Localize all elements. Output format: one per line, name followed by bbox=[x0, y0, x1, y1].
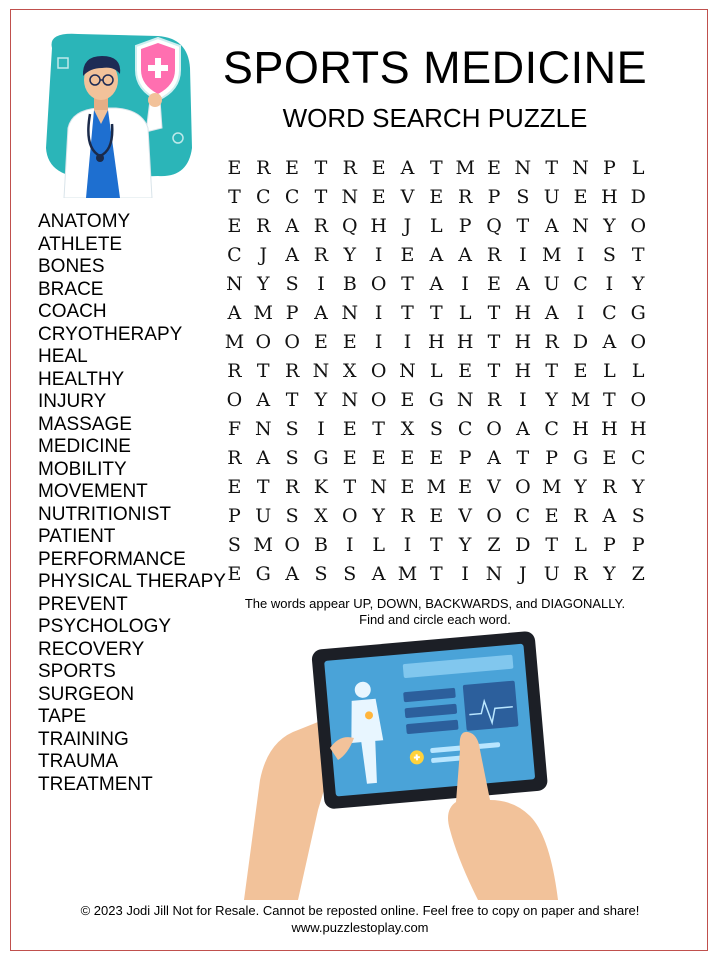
grid-letter[interactable]: I bbox=[461, 273, 469, 295]
instructions bbox=[200, 596, 670, 628]
grid-letter[interactable]: R bbox=[256, 215, 271, 237]
grid-letter[interactable]: G bbox=[255, 563, 271, 585]
grid-letter[interactable]: T bbox=[545, 534, 559, 556]
grid-letter[interactable]: E bbox=[458, 360, 473, 382]
grid-letter[interactable]: O bbox=[370, 389, 387, 411]
page-subtitle: WORD SEARCH PUZZLE bbox=[282, 103, 588, 133]
grid-letter[interactable]: P bbox=[458, 215, 472, 237]
word-list-item: INJURY bbox=[38, 391, 107, 412]
grid-letter[interactable]: T bbox=[516, 215, 530, 237]
grid-letter[interactable]: S bbox=[285, 273, 299, 295]
grid-letter[interactable]: E bbox=[314, 331, 328, 353]
grid-letter[interactable]: J bbox=[403, 215, 412, 237]
grid-letter[interactable]: A bbox=[371, 563, 386, 585]
grid-letter[interactable]: O bbox=[255, 331, 272, 353]
grid-letter[interactable]: H bbox=[601, 186, 618, 208]
grid-letter[interactable]: N bbox=[456, 389, 474, 411]
grid-letter[interactable]: A bbox=[544, 302, 559, 324]
grid-letter[interactable]: E bbox=[285, 157, 300, 179]
grid-letter[interactable]: A bbox=[227, 302, 242, 324]
grid-letter[interactable]: R bbox=[342, 157, 357, 179]
grid-letter[interactable]: R bbox=[486, 244, 502, 266]
grid-letter[interactable]: A bbox=[515, 418, 530, 440]
grid-letter[interactable]: T bbox=[429, 157, 443, 179]
grid-letter[interactable]: O bbox=[284, 331, 300, 353]
grid-letter[interactable]: S bbox=[285, 447, 299, 469]
hands-holding-tablet-icon bbox=[238, 630, 578, 900]
word-list-item: MEDICINE bbox=[38, 436, 131, 457]
grid-letter[interactable]: H bbox=[456, 331, 474, 353]
grid-letter[interactable]: V bbox=[458, 505, 473, 527]
grid-letter[interactable]: T bbox=[343, 476, 357, 498]
grid-letter[interactable]: E bbox=[227, 476, 242, 498]
word-list-item: MASSAGE bbox=[38, 413, 132, 435]
grid-letter[interactable]: H bbox=[514, 302, 532, 324]
grid-letter[interactable]: Y bbox=[631, 273, 645, 295]
grid-letter[interactable]: E bbox=[400, 389, 415, 411]
grid-letter[interactable]: N bbox=[370, 476, 387, 498]
word-list-item: PATIENT bbox=[38, 526, 116, 547]
grid-letter[interactable]: E bbox=[342, 331, 357, 353]
grid-letter[interactable]: M bbox=[397, 563, 418, 585]
grid-letter[interactable]: R bbox=[602, 476, 617, 498]
grid-letter[interactable]: A bbox=[285, 215, 299, 237]
grid-letter[interactable]: E bbox=[400, 476, 415, 498]
word-list-item: BRACE bbox=[38, 278, 104, 300]
grid-letter[interactable]: V bbox=[400, 186, 415, 208]
grid-letter[interactable]: E bbox=[458, 476, 473, 498]
grid-letter[interactable]: O bbox=[486, 505, 502, 527]
grid-letter[interactable]: R bbox=[458, 186, 473, 208]
grid-letter[interactable]: G bbox=[428, 389, 444, 411]
grid-letter[interactable]: T bbox=[314, 186, 328, 208]
grid-letter[interactable]: R bbox=[573, 505, 588, 527]
grid-letter[interactable]: A bbox=[285, 244, 299, 266]
grid-letter[interactable]: E bbox=[371, 447, 386, 469]
instructions-line: The words appear UP, DOWN, BACKWARDS, and DIAGONALLY. bbox=[244, 596, 626, 611]
grid-letter[interactable]: S bbox=[314, 563, 328, 585]
grid-letter[interactable]: G bbox=[572, 447, 589, 469]
grid-letter[interactable]: A bbox=[602, 505, 617, 527]
word-list-item: BONES bbox=[38, 256, 105, 277]
grid-letter[interactable]: G bbox=[313, 447, 329, 469]
grid-letter[interactable]: R bbox=[227, 447, 242, 469]
website-link[interactable]: www.puzzlestoplay.com bbox=[291, 920, 429, 935]
grid-letter[interactable]: T bbox=[285, 389, 299, 411]
word-list-item: SPORTS bbox=[38, 661, 116, 682]
grid-letter[interactable]: C bbox=[457, 418, 473, 440]
grid-letter[interactable]: T bbox=[603, 389, 616, 411]
grid-letter[interactable]: O bbox=[630, 331, 647, 353]
grid-letter[interactable]: E bbox=[400, 447, 415, 469]
grid-letter[interactable]: A bbox=[256, 389, 271, 411]
grid-letter[interactable]: R bbox=[284, 476, 300, 498]
grid-letter[interactable]: I bbox=[403, 534, 412, 556]
grid-letter[interactable]: O bbox=[370, 273, 387, 295]
grid-letter[interactable]: R bbox=[284, 360, 300, 382]
grid-letter[interactable]: I bbox=[374, 302, 383, 324]
grid-letter[interactable]: R bbox=[544, 331, 559, 353]
grid-letter[interactable]: A bbox=[285, 563, 299, 585]
word-list-item: TREATMENT bbox=[38, 773, 153, 795]
grid-letter[interactable]: P bbox=[487, 186, 501, 208]
grid-letter[interactable]: E bbox=[400, 244, 415, 266]
grid-letter[interactable]: O bbox=[515, 476, 531, 498]
grid-letter[interactable]: S bbox=[343, 563, 357, 585]
grid-letter[interactable]: I bbox=[374, 331, 383, 353]
copyright-text: © 2023 Jodi Jill Not for Resale. Cannot be reposted online. Feel free to copy on paper and share! bbox=[80, 903, 640, 918]
grid-letter[interactable]: S bbox=[602, 244, 616, 266]
grid-letter[interactable]: P bbox=[458, 447, 472, 469]
grid-letter[interactable]: A bbox=[515, 273, 530, 295]
grid-letter[interactable]: E bbox=[429, 505, 444, 527]
grid-letter[interactable]: P bbox=[285, 302, 299, 324]
grid-letter[interactable]: O bbox=[630, 389, 647, 411]
grid-letter[interactable]: O bbox=[342, 505, 358, 527]
grid-letter[interactable]: G bbox=[630, 302, 646, 324]
grid-letter[interactable]: M bbox=[541, 476, 562, 498]
grid-letter[interactable]: T bbox=[631, 244, 645, 266]
grid-letter[interactable]: E bbox=[429, 447, 444, 469]
word-list-item: PHYSICAL THERAPY bbox=[38, 571, 226, 592]
grid-letter[interactable]: Z bbox=[631, 563, 645, 585]
grid-letter[interactable]: L bbox=[631, 157, 645, 179]
grid-letter[interactable]: A bbox=[602, 331, 617, 353]
grid-letter[interactable]: M bbox=[455, 157, 475, 179]
grid-letter[interactable]: R bbox=[227, 360, 242, 382]
grid-letter[interactable]: A bbox=[429, 244, 444, 266]
grid-letter[interactable]: O bbox=[226, 389, 243, 411]
grid-letter[interactable]: K bbox=[313, 476, 329, 498]
grid-letter[interactable]: M bbox=[253, 534, 273, 556]
grid-letter[interactable]: R bbox=[486, 389, 502, 411]
grid-letter[interactable]: N bbox=[341, 302, 359, 324]
grid-letter[interactable]: U bbox=[543, 186, 560, 208]
grid-letter[interactable]: E bbox=[544, 505, 559, 527]
grid-letter[interactable]: A bbox=[314, 302, 328, 324]
grid-letter[interactable]: P bbox=[631, 534, 645, 556]
grid-letter[interactable]: R bbox=[573, 563, 588, 585]
word-list-item: MOBILITY bbox=[38, 458, 127, 480]
grid-letter[interactable]: L bbox=[458, 302, 472, 324]
grid-letter[interactable]: S bbox=[285, 505, 299, 527]
grid-letter[interactable]: H bbox=[629, 418, 647, 440]
grid-letter[interactable]: H bbox=[601, 418, 618, 440]
grid-letter[interactable]: M bbox=[426, 476, 447, 498]
grid-letter[interactable]: T bbox=[372, 418, 385, 440]
grid-letter[interactable]: P bbox=[602, 534, 616, 556]
grid-letter[interactable]: Y bbox=[314, 389, 328, 411]
word-list-item: NUTRITIONIST bbox=[38, 503, 171, 525]
letter-grid bbox=[220, 154, 653, 589]
grid-letter[interactable]: I bbox=[519, 244, 527, 266]
grid-letter[interactable]: B bbox=[342, 273, 357, 295]
grid-letter[interactable]: E bbox=[487, 157, 501, 179]
grid-letter[interactable]: N bbox=[572, 215, 589, 237]
grid-letter[interactable]: L bbox=[574, 534, 587, 556]
grid-letter[interactable]: J bbox=[519, 563, 527, 585]
word-list-item: PSYCHOLOGY bbox=[38, 616, 172, 637]
word-list-item: CRYOTHERAPY bbox=[38, 323, 183, 345]
grid-letter[interactable]: N bbox=[254, 418, 272, 440]
grid-letter[interactable]: N bbox=[572, 157, 589, 179]
grid-letter[interactable]: R bbox=[400, 505, 415, 527]
grid-letter[interactable]: X bbox=[314, 505, 328, 527]
grid-letter[interactable]: A bbox=[429, 273, 444, 295]
grid-letter[interactable]: P bbox=[228, 505, 241, 527]
grid-letter[interactable]: S bbox=[429, 418, 443, 440]
grid-letter[interactable]: I bbox=[576, 302, 585, 324]
grid-letter[interactable]: L bbox=[603, 360, 616, 382]
grid-letter[interactable]: O bbox=[486, 418, 502, 440]
grid-letter[interactable]: D bbox=[630, 186, 646, 208]
grid-letter[interactable]: L bbox=[631, 360, 645, 382]
grid-letter[interactable]: M bbox=[570, 389, 591, 411]
instructions-line: Find and circle each word. bbox=[359, 612, 511, 627]
grid-letter[interactable]: E bbox=[487, 273, 501, 295]
word-list bbox=[38, 211, 226, 796]
grid-letter[interactable]: S bbox=[631, 505, 645, 527]
grid-letter[interactable]: C bbox=[515, 505, 531, 527]
grid-letter[interactable]: N bbox=[514, 157, 532, 179]
word-list-item: HEALTHY bbox=[38, 368, 125, 390]
grid-letter[interactable]: T bbox=[516, 447, 530, 469]
grid-letter[interactable]: E bbox=[573, 360, 588, 382]
grid-letter[interactable]: T bbox=[314, 157, 328, 179]
grid-letter[interactable]: E bbox=[371, 186, 386, 208]
grid-letter[interactable]: C bbox=[284, 186, 300, 208]
grid-letter[interactable]: O bbox=[630, 215, 647, 237]
grid-letter[interactable]: Q bbox=[486, 215, 502, 237]
grid-letter[interactable]: R bbox=[256, 157, 271, 179]
grid-letter[interactable]: E bbox=[227, 157, 242, 179]
grid-letter[interactable]: I bbox=[317, 418, 325, 440]
grid-letter[interactable]: M bbox=[541, 244, 562, 266]
grid-letter[interactable]: O bbox=[284, 534, 300, 556]
grid-letter[interactable]: T bbox=[545, 360, 559, 382]
grid-letter[interactable]: U bbox=[543, 273, 560, 295]
grid-letter[interactable]: F bbox=[227, 418, 242, 440]
grid-letter[interactable]: I bbox=[605, 273, 614, 295]
grid-letter[interactable]: E bbox=[371, 157, 386, 179]
grid-letter[interactable]: A bbox=[544, 215, 559, 237]
grid-letter[interactable]: S bbox=[516, 186, 530, 208]
word-list-item: MOVEMENT bbox=[38, 481, 148, 502]
grid-letter[interactable]: E bbox=[227, 215, 242, 237]
grid-letter[interactable]: M bbox=[224, 331, 245, 353]
grid-letter[interactable]: Y bbox=[631, 476, 645, 498]
footer bbox=[20, 902, 700, 936]
word-list-item: TRAINING bbox=[38, 728, 129, 750]
grid-letter[interactable]: H bbox=[370, 215, 387, 237]
grid-letter[interactable]: S bbox=[285, 418, 299, 440]
grid-letter[interactable]: T bbox=[256, 476, 270, 498]
word-list-item: TRAUMA bbox=[38, 751, 119, 772]
grid-letter[interactable]: T bbox=[487, 360, 501, 382]
grid-letter[interactable]: T bbox=[401, 273, 414, 295]
grid-letter[interactable]: Y bbox=[343, 244, 357, 266]
word-list-item: COACH bbox=[38, 301, 107, 322]
grid-letter[interactable]: I bbox=[346, 534, 354, 556]
grid-letter[interactable]: O bbox=[370, 360, 387, 382]
grid-letter[interactable]: I bbox=[374, 244, 383, 266]
grid-letter[interactable]: Y bbox=[545, 389, 558, 411]
grid-letter[interactable]: Y bbox=[603, 563, 616, 585]
grid-letter[interactable]: Y bbox=[574, 476, 587, 498]
grid-letter[interactable]: T bbox=[429, 534, 443, 556]
grid-letter[interactable]: X bbox=[400, 418, 415, 440]
grid-letter[interactable]: P bbox=[602, 157, 616, 179]
grid-letter[interactable]: H bbox=[428, 331, 445, 353]
grid-letter[interactable]: L bbox=[372, 534, 385, 556]
grid-letter[interactable]: I bbox=[519, 389, 527, 411]
grid-letter[interactable]: I bbox=[317, 273, 325, 295]
grid-letter[interactable]: H bbox=[514, 331, 532, 353]
grid-letter[interactable]: E bbox=[227, 563, 242, 585]
doctor-with-shield-icon bbox=[38, 28, 198, 198]
grid-letter[interactable]: S bbox=[227, 534, 241, 556]
grid-letter[interactable]: C bbox=[255, 186, 271, 208]
word-list-item: PERFORMANCE bbox=[38, 548, 186, 570]
grid-letter[interactable]: I bbox=[576, 244, 585, 266]
grid-letter[interactable]: N bbox=[341, 186, 359, 208]
grid-letter[interactable]: U bbox=[255, 505, 272, 527]
grid-letter[interactable]: E bbox=[602, 447, 617, 469]
grid-letter[interactable]: T bbox=[228, 186, 241, 208]
grid-letter[interactable]: D bbox=[572, 331, 589, 353]
grid-letter[interactable]: Z bbox=[487, 534, 501, 556]
grid-letter[interactable]: T bbox=[487, 331, 501, 353]
grid-letter[interactable]: C bbox=[544, 418, 559, 440]
grid-letter[interactable]: Y bbox=[256, 273, 270, 295]
grid-letter[interactable]: T bbox=[545, 157, 559, 179]
grid-letter[interactable]: Q bbox=[342, 215, 358, 237]
grid-letter[interactable]: H bbox=[514, 360, 532, 382]
grid-letter[interactable]: Y bbox=[372, 505, 385, 527]
grid-letter[interactable]: T bbox=[429, 302, 443, 324]
grid-letter[interactable]: L bbox=[430, 360, 443, 382]
grid-letter[interactable]: C bbox=[602, 302, 617, 324]
grid-letter[interactable]: A bbox=[487, 447, 501, 469]
grid-letter[interactable]: H bbox=[572, 418, 589, 440]
word-list-item: RECOVERY bbox=[38, 638, 145, 660]
word-list-item: ANATOMY bbox=[38, 211, 131, 232]
grid-letter[interactable]: T bbox=[429, 563, 443, 585]
grid-letter[interactable]: N bbox=[341, 389, 359, 411]
word-list-item: SURGEON bbox=[38, 683, 135, 705]
grid-letter[interactable]: A bbox=[256, 447, 271, 469]
grid-letter[interactable]: E bbox=[429, 186, 444, 208]
word-list-item: ATHLETE bbox=[38, 233, 123, 255]
word-list-item: PREVENT bbox=[38, 593, 128, 615]
grid-letter[interactable]: Y bbox=[458, 534, 472, 556]
grid-letter[interactable]: R bbox=[313, 244, 329, 266]
grid-letter[interactable]: N bbox=[399, 360, 416, 382]
grid-letter[interactable]: A bbox=[400, 157, 415, 179]
grid-letter[interactable]: E bbox=[342, 447, 357, 469]
grid-letter[interactable]: J bbox=[259, 244, 268, 266]
grid-letter[interactable]: P bbox=[545, 447, 559, 469]
grid-letter[interactable]: V bbox=[487, 476, 501, 498]
page-title: SPORTS MEDICINE bbox=[222, 42, 648, 93]
grid-letter[interactable]: T bbox=[256, 360, 270, 382]
word-list-item: HEAL bbox=[38, 346, 88, 367]
grid-letter[interactable]: C bbox=[630, 447, 646, 469]
grid-letter[interactable]: X bbox=[343, 360, 357, 382]
grid-letter[interactable]: M bbox=[253, 302, 273, 324]
grid-letter[interactable]: B bbox=[313, 534, 328, 556]
word-list-item: TAPE bbox=[38, 706, 87, 727]
grid-letter[interactable]: I bbox=[461, 563, 469, 585]
grid-letter[interactable]: E bbox=[342, 418, 357, 440]
grid-letter[interactable]: D bbox=[515, 534, 531, 556]
grid-letter[interactable]: C bbox=[573, 273, 588, 295]
grid-letter[interactable]: R bbox=[313, 215, 329, 237]
grid-letter[interactable]: C bbox=[227, 244, 242, 266]
grid-letter[interactable]: T bbox=[401, 302, 414, 324]
grid-letter[interactable]: N bbox=[485, 563, 503, 585]
grid-letter[interactable]: U bbox=[543, 563, 560, 585]
grid-letter[interactable]: N bbox=[226, 273, 243, 295]
grid-letter[interactable]: E bbox=[573, 186, 588, 208]
grid-letter[interactable]: I bbox=[403, 331, 412, 353]
grid-letter[interactable]: A bbox=[458, 244, 473, 266]
grid-letter[interactable]: Y bbox=[603, 215, 616, 237]
grid-letter[interactable]: T bbox=[487, 302, 501, 324]
grid-letter[interactable]: L bbox=[430, 215, 443, 237]
grid-letter[interactable]: N bbox=[312, 360, 330, 382]
